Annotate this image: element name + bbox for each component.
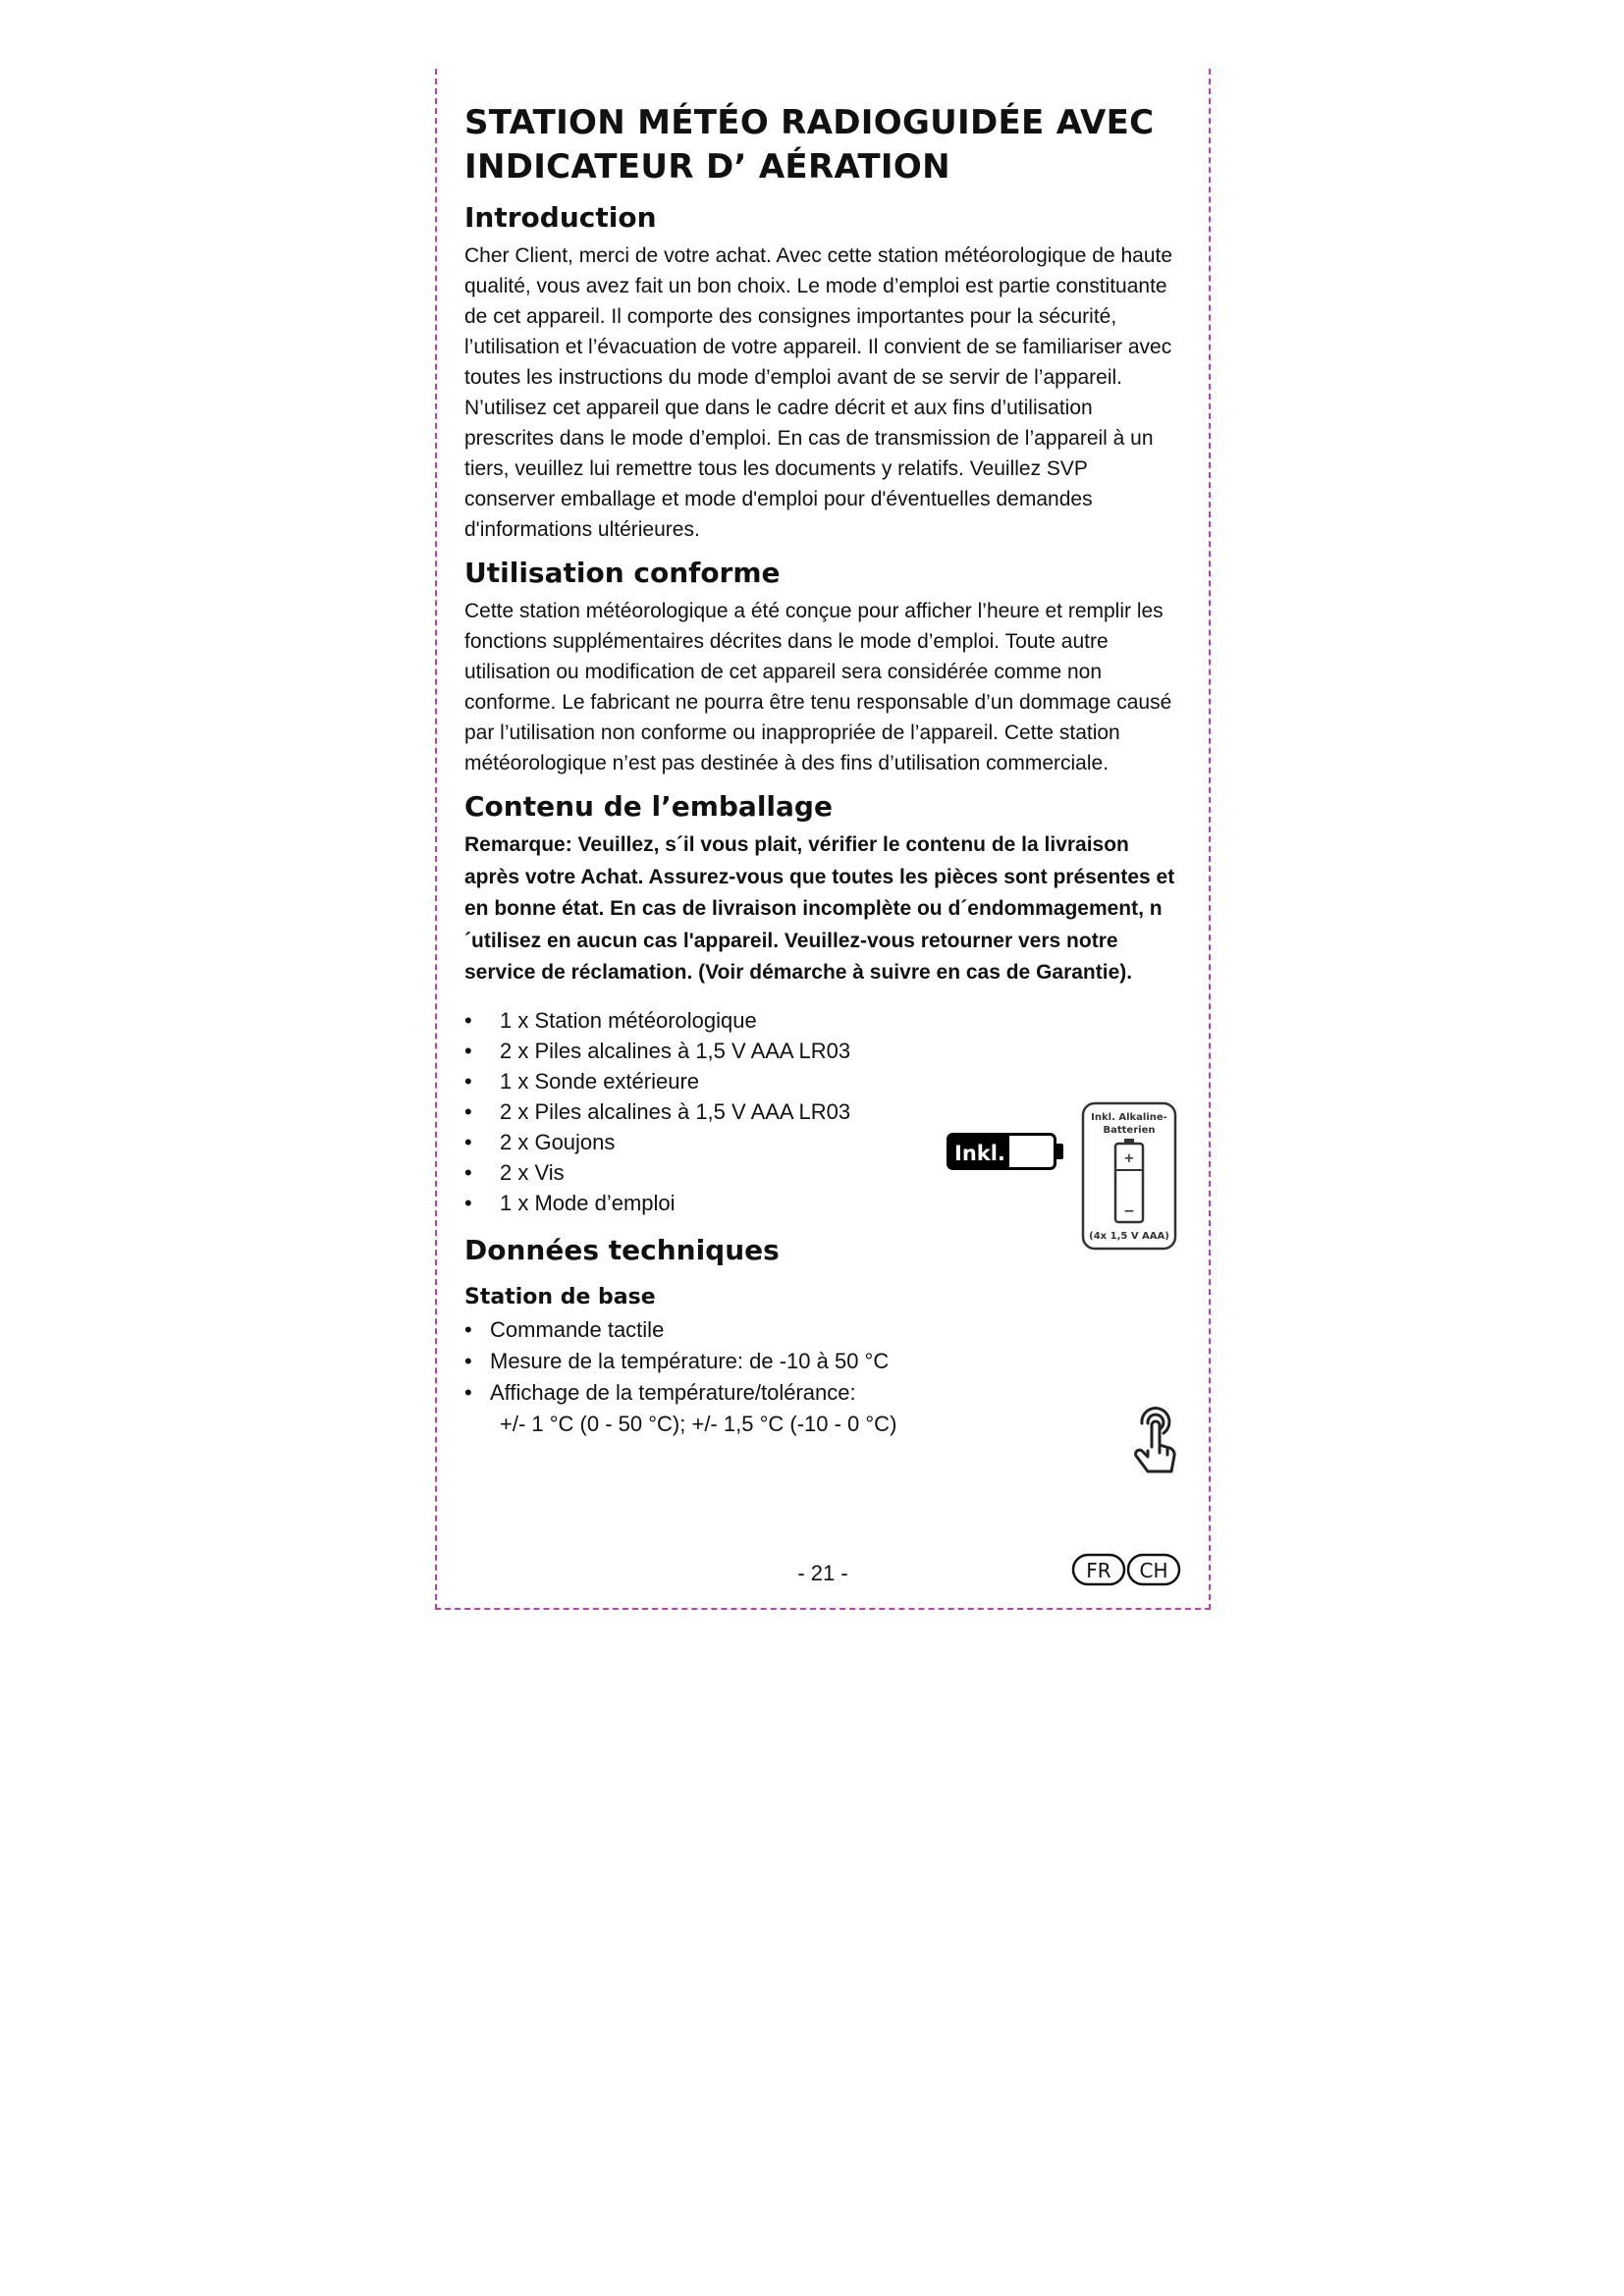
list-item: • 2 x Goujons xyxy=(464,1127,1181,1157)
usage-text: Cette station météorologique a été conçue pour afficher l’heure et remplir les fonctions supplémentaires décrites dans le mode d’emploi. Toute autre utilisation ou modification de cet appareil sera considérée comme non conforme. Le fabricant ne pourra être tenu responsable d’un dommage causé par l’utilisation non conforme ou inappropriée de l’appareil. Cette station météorologique n’est pas destinée à des fins d’utilisation commerciale. xyxy=(464,600,1172,774)
technical-heading: Données techniques xyxy=(464,1233,780,1266)
battery-included-icon xyxy=(947,1131,1068,1177)
list-item: • 1 x Sonde extérieure xyxy=(464,1066,1181,1096)
alkaline-battery-icon xyxy=(1081,1101,1177,1255)
svg-text:+: + xyxy=(1123,1151,1135,1166)
flag-fr-label: FR xyxy=(1086,1559,1111,1582)
svg-text:−: − xyxy=(1123,1203,1135,1219)
base-station-subheading: Station de base xyxy=(464,1284,656,1309)
note-text: Veuillez, s´il vous plait, vérifier le contenu de la livraison après votre Achat. Assurez-vous que toutes les pièces sont présentes et en bonne état. En cas de livraison incomplète ou d´endommagement, n´utilisez en aucun cas l'appareil. Veuillez-vous retourner vers notre service de réclamation. (Voir démarche à suivre en cas de Garantie). xyxy=(464,833,1175,984)
package-heading: Contenu de l’emballage xyxy=(464,790,833,823)
inkl-label: Inkl. xyxy=(954,1142,1005,1165)
list-item: • 1 x Station météorologique xyxy=(464,1005,1181,1036)
page-number: - 21 - xyxy=(797,1561,848,1585)
title-line-2: INDICATEUR D’ AÉRATION xyxy=(464,147,950,187)
page-content xyxy=(464,101,1181,1440)
package-items-list xyxy=(464,1005,1181,1218)
introduction-text: Cher Client, merci de votre achat. Avec cette station météorologique de haute qualité, vous avez fait un bon choix. Le mode d’emploi est partie constituante de cet appareil. Il comporte des consignes importantes pour la sécurité, l’utilisation et l’évacuation de votre appareil. Il convient de se familiariser avec toutes les instructions du mode d’emploi avant de se servir de l’appareil. N’utilisez cet appareil que dans le cadre décrit et aux fins d’utilisation prescrites dans le mode d’emploi. En cas de transmission de l’appareil à un tiers, veuillez lui remettre tous les documents y relatifs. Veuillez SVP conserver emballage et mode d'emploi pour d'éventuelles demandes d'informations ultérieures. xyxy=(464,244,1173,541)
package-note xyxy=(464,829,1181,989)
list-item: • 1 x Mode d’emploi xyxy=(464,1188,1181,1218)
list-item: • 2 x Vis xyxy=(464,1157,1181,1188)
manual-page xyxy=(435,69,1211,1610)
page-title xyxy=(464,101,1181,189)
svg-text:(4x 1,5 V AAA): (4x 1,5 V AAA) xyxy=(1089,1231,1169,1242)
list-item: • Mesure de la température: de -10 à 50 °C xyxy=(464,1346,1181,1377)
tolerance-values: +/- 1 °C (0 - 50 °C); +/- 1,5 °C (-10 - 0 °C) xyxy=(500,1411,897,1436)
list-item: • 2 x Piles alcalines à 1,5 V AAA LR03 xyxy=(464,1096,1181,1127)
list-item: • Affichage de la température/tolérance: xyxy=(464,1377,1181,1409)
list-item: • 2 x Piles alcalines à 1,5 V AAA LR03 xyxy=(464,1036,1181,1066)
note-label: Remarque: xyxy=(464,833,572,856)
list-item: • Commande tactile xyxy=(464,1314,1181,1346)
technical-items-list xyxy=(464,1314,1181,1409)
title-line-1: STATION MÉTÉO RADIOGUIDÉE AVEC xyxy=(464,103,1155,142)
touch-hand-icon xyxy=(1124,1402,1183,1485)
country-codes xyxy=(1071,1552,1181,1592)
svg-text:Batterien: Batterien xyxy=(1103,1125,1156,1136)
introduction-heading: Introduction xyxy=(464,201,657,234)
flag-ch-label: CH xyxy=(1139,1559,1168,1582)
svg-text:Inkl. Alkaline-: Inkl. Alkaline- xyxy=(1091,1112,1167,1123)
usage-heading: Utilisation conforme xyxy=(464,557,781,589)
